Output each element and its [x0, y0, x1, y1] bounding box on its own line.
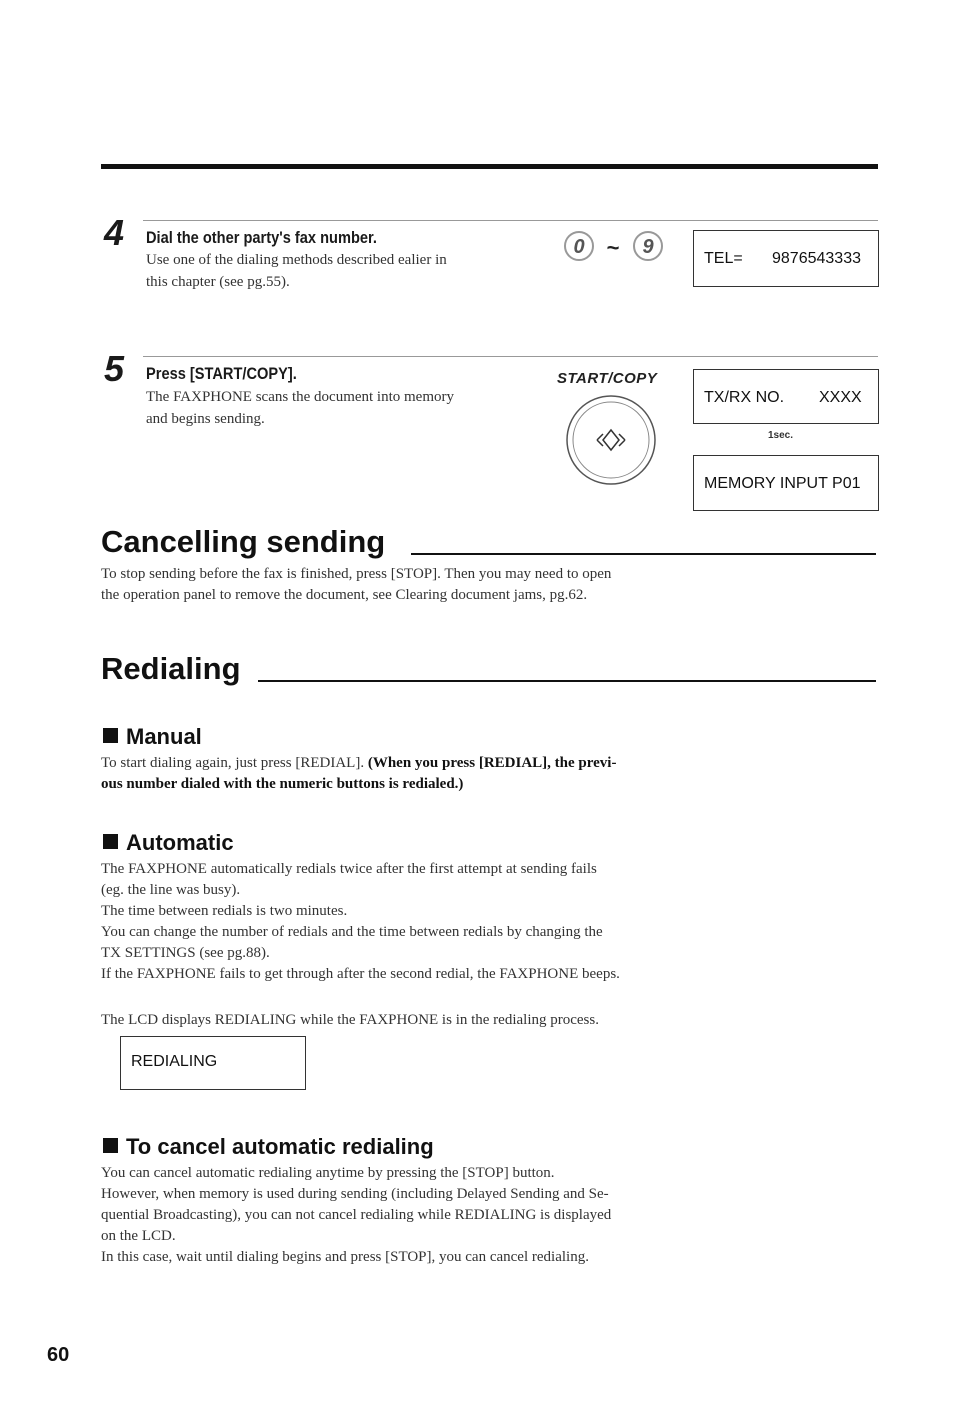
automatic-line-2: (eg. the line was busy).: [101, 882, 241, 898]
manual-title: Manual: [126, 724, 202, 749]
key-9-label: 9: [642, 236, 654, 258]
cancel-auto-line-3: quential Broadcasting), you can not cancel redialing while REDIALING is displayed: [101, 1207, 612, 1223]
page-number: 60: [47, 1344, 70, 1366]
start-copy-label: START/COPY: [557, 370, 658, 387]
redialing-title: Redialing: [101, 651, 241, 686]
cancelling-line-1: To stop sending before the fax is finished, press [STOP]. Then you may need to open: [101, 566, 612, 582]
cancel-auto-line-5: In this case, wait until dialing begins and press [STOP], you can cancel redialing.: [101, 1249, 589, 1265]
manual-line-1-bold: (When you press [REDIAL], the previ-: [367, 755, 617, 771]
automatic-line-6: If the FAXPHONE fails to get through after the second redial, the FAXPHONE beeps.: [101, 966, 620, 982]
manual-line-2-bold: ous number dialed with the numeric buttons is redialed.): [101, 776, 464, 792]
cancelling-text: [101, 564, 721, 606]
manual-heading: [103, 724, 202, 750]
step-4-text: [146, 249, 546, 293]
bullet-square-icon: [103, 834, 118, 849]
cancel-auto-heading: [103, 1134, 434, 1160]
start-copy-button-icon: [563, 392, 659, 488]
step-4-title: Dial the other party's fax number.: [146, 228, 377, 247]
manual-line-1-normal: To start dialing again, just press [REDIAL].: [101, 755, 368, 771]
key-tilde: ~: [606, 235, 620, 260]
redialing-rule: [258, 680, 876, 682]
lcd-memory-input-text: MEMORY INPUT P01: [704, 475, 861, 492]
automatic-line-1: The FAXPHONE automatically redials twice after the first attempt at sending fails: [101, 861, 597, 877]
step-4-rule: [143, 220, 878, 221]
step-5-rule: [143, 356, 878, 357]
step-4-number: 4: [104, 212, 125, 253]
lcd-tel-label: TEL=: [704, 250, 743, 267]
automatic-line-4: You can change the number of redials and the time between redials by changing the: [101, 924, 603, 940]
cancel-auto-text: [101, 1163, 711, 1268]
automatic-text: [101, 859, 711, 985]
cancelling-title: Cancelling sending: [101, 524, 386, 559]
step-5-text: [146, 386, 546, 430]
step-5-title: Press [START/COPY].: [146, 364, 297, 383]
lcd-txrx-value: XXXX: [819, 389, 862, 406]
top-rule: [101, 164, 878, 169]
step-4-line-1: Use one of the dialing methods described ealier in: [146, 252, 447, 268]
lcd-redialing: [120, 1036, 306, 1090]
numeric-keys-icon: [562, 228, 672, 268]
automatic-title: Automatic: [126, 830, 234, 855]
cancel-auto-line-4: on the LCD.: [101, 1228, 176, 1244]
cancelling-rule: [411, 553, 876, 555]
time-note: 1sec.: [768, 430, 794, 441]
bullet-square-icon: [103, 1138, 118, 1153]
cancel-auto-title: To cancel automatic redialing: [126, 1134, 434, 1159]
step-4-line-2: this chapter (see pg.55).: [146, 274, 290, 290]
cancelling-line-2: the operation panel to remove the document, see Clearing document jams, pg.62.: [101, 587, 588, 603]
automatic-lcd-note: The LCD displays REDIALING while the FAXPHONE is in the redialing process.: [101, 1012, 599, 1028]
step-5-number: 5: [104, 348, 125, 389]
automatic-line-5: TX SETTINGS (see pg.88).: [101, 945, 270, 961]
manual-text: [101, 753, 711, 795]
step-5-line-1: The FAXPHONE scans the document into memory: [146, 389, 455, 405]
automatic-line-3: The time between redials is two minutes.: [101, 903, 348, 919]
lcd-tel-value: 9876543333: [772, 250, 861, 267]
lcd-txrx: [693, 369, 879, 424]
bullet-square-icon: [103, 728, 118, 743]
lcd-memory-input: [693, 455, 879, 511]
lcd-txrx-label: TX/RX NO.: [704, 389, 785, 406]
lcd-redialing-text: REDIALING: [131, 1053, 218, 1070]
cancel-auto-line-1: You can cancel automatic redialing anytime by pressing the [STOP] button.: [101, 1165, 555, 1181]
step-5-line-2: and begins sending.: [146, 411, 265, 427]
key-0-label: 0: [573, 236, 585, 258]
lcd-tel: [693, 230, 879, 287]
cancel-auto-line-2: However, when memory is used during sending (including Delayed Sending and Se-: [101, 1186, 609, 1202]
automatic-heading: [103, 830, 234, 856]
